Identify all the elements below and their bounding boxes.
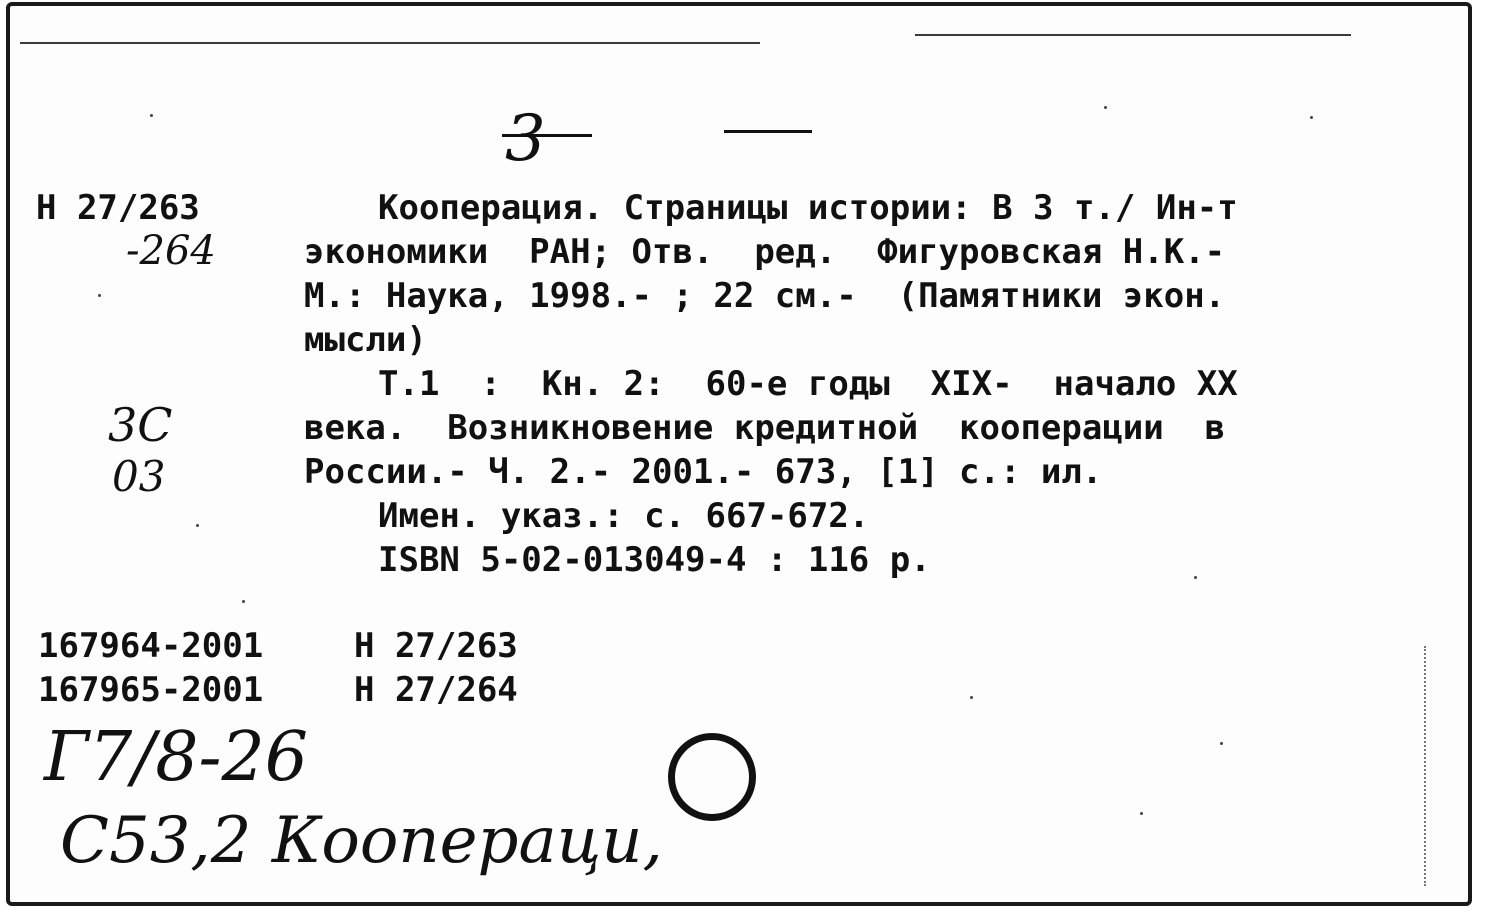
edge-dotted-line — [1424, 646, 1426, 886]
speck — [1140, 812, 1143, 815]
speck — [196, 524, 199, 527]
handwritten-classification: Г7/8-26 — [44, 718, 308, 797]
speck — [1104, 106, 1107, 109]
speck — [98, 294, 101, 297]
entry-line-3: М.: Наука, 1998.- ; 22 см.- (Памятники экон. — [304, 276, 1226, 316]
speck — [1194, 576, 1197, 579]
margin-note-2: 03 — [112, 452, 166, 501]
entry-line-9: ISBN 5-02-013049-4 : 116 р. — [378, 540, 931, 580]
speck — [1310, 116, 1313, 119]
speck — [970, 696, 973, 699]
speck — [1220, 742, 1223, 745]
entry-line-7: России.- Ч. 2.- 2001.- 673, [1] с.: ил. — [304, 452, 1103, 492]
page-number: 3 — [505, 102, 546, 176]
catalog-card — [6, 2, 1472, 906]
punch-hole-circle — [668, 733, 756, 821]
entry-line-2: экономики РАН; Отв. ред. Фигуровская Н.К.- — [304, 232, 1226, 272]
speck — [150, 114, 153, 117]
top-rule-right — [915, 34, 1351, 36]
inventory-mark-1: Н 27/263 — [354, 626, 518, 666]
top-rule-left — [20, 42, 760, 44]
entry-line-4: мысли) — [304, 320, 427, 360]
inventory-mark-2: Н 27/264 — [354, 670, 518, 710]
inventory-number-1: 167964-2001 — [38, 626, 264, 666]
entry-line-5: Т.1 : Кн. 2: 60-е годы XIX- начало XX — [378, 364, 1238, 404]
entry-line-1: Кооперация. Страницы истории: В 3 т./ Ин-т — [378, 188, 1238, 228]
entry-line-8: Имен. указ.: с. 667-672. — [378, 496, 870, 536]
inventory-number-2: 167965-2001 — [38, 670, 264, 710]
shelf-mark: Н 27/263 — [36, 188, 200, 228]
page-number-dash-right — [724, 130, 812, 133]
handwritten-subject: С53,2 Коопераци, — [60, 804, 663, 878]
shelf-mark-handwritten: -264 — [126, 228, 216, 274]
entry-line-6: века. Возникновение кредитной кооперации в — [304, 408, 1226, 448]
margin-note-1: 3С — [108, 398, 173, 452]
speck — [242, 600, 245, 603]
